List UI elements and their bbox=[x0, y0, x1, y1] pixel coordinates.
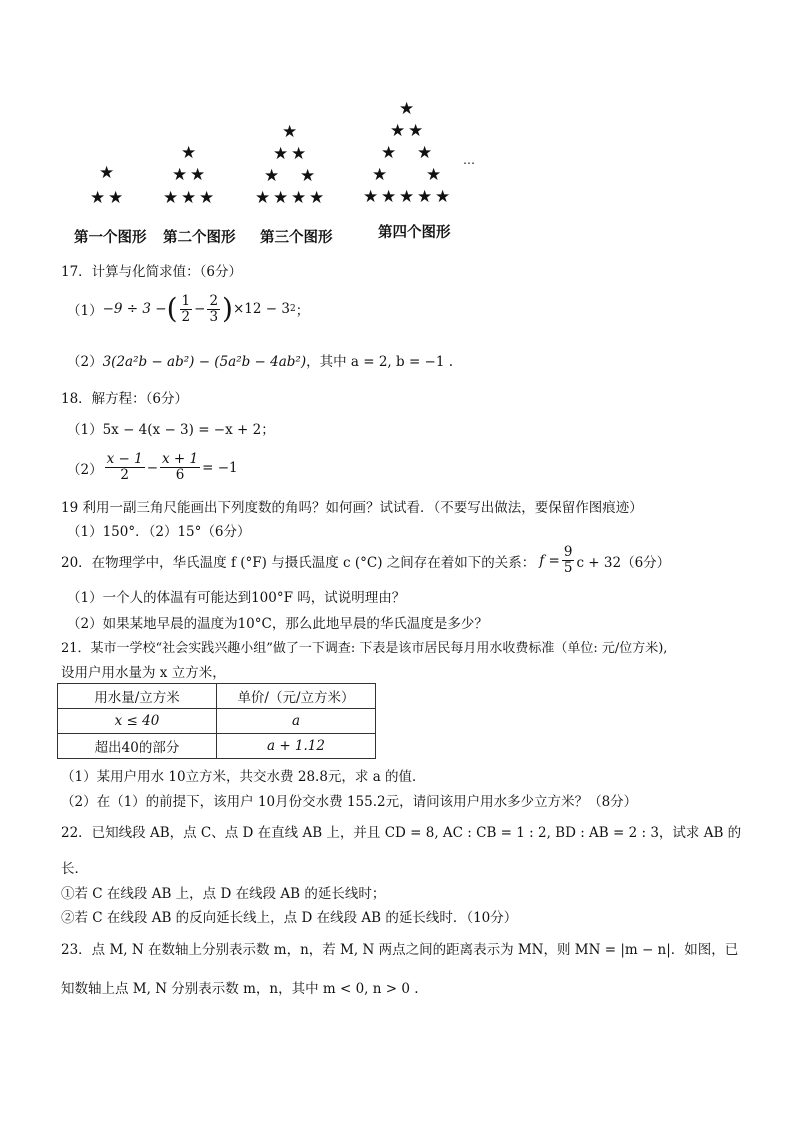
figure-label-4: 第四个图形 bbox=[378, 225, 451, 241]
table-cell: 超出40的部分 bbox=[58, 734, 217, 759]
q20-title bbox=[61, 545, 670, 576]
q20-part2: （2）如果某地早晨的温度为10°C，那么此地早晨的华氏温度是多少？ bbox=[67, 616, 488, 632]
q23-line2: 知数轴上点 M, N 分别表示数 m，n，其中 m < 0, n > 0 . bbox=[61, 981, 419, 997]
q19-title: 19 利用一副三角尺能画出下列度数的角吗？如何画？试试看．（不要写出做法，要保留作图痕迹） bbox=[61, 500, 643, 516]
star-icon: ★ bbox=[435, 187, 451, 207]
q22-part2: ②若 C 在线段 AB 的反向延长线上，点 D 在线段 AB 的延长线时．（10分） bbox=[61, 910, 518, 926]
q23-line1: 23．点 M, N 在数轴上分别表示数 m，n，若 M, N 两点之间的距离表示为 MN，则 MN = |m − n|．如图，已 bbox=[61, 942, 739, 958]
q17-part2-expr: 3(2a²b − ab²) − (5a²b − 4ab²) bbox=[102, 354, 307, 370]
figure-label-3: 第三个图形 bbox=[260, 230, 333, 246]
q20-title-text: 20．在物理学中，华氏温度 f (°F) 与摄氏温度 c (°C) 之间存在着如下的关系： bbox=[61, 554, 536, 571]
q17-part1-tail: ×12 − 3 bbox=[232, 301, 290, 317]
star-icon: ★ bbox=[390, 121, 406, 141]
fraction: $\frac{9}{5}$ bbox=[563, 544, 573, 576]
table-header: 单价/（元/立方米） bbox=[217, 684, 376, 709]
q17-part2-tail: ，其中 a = 2, b = −1 . bbox=[306, 354, 454, 370]
table-row bbox=[58, 734, 376, 759]
fraction: $\frac{x - 1}{2}$ bbox=[106, 451, 143, 483]
star-icon: ★ bbox=[399, 187, 415, 207]
q21-line1: 21．某市一学校“社会实践兴趣小组”做了一下调查: 下表是该市居民每月用水收费标准（单位: 元/位方米), bbox=[61, 641, 668, 656]
q17-title: 17．计算与化简求值：（6分） bbox=[61, 264, 243, 280]
q21-part2: （2）在（1）的前提下，该用户 10月份交水费 155.2元，请问该用户用水多少立方米？（8分） bbox=[61, 794, 638, 810]
star-icon: ★ bbox=[363, 187, 379, 207]
star-icon: ★ bbox=[273, 188, 289, 208]
star-icon: ★ bbox=[90, 188, 106, 208]
star-icon: ★ bbox=[399, 99, 415, 119]
star-icon: ★ bbox=[309, 188, 325, 208]
ellipsis: … bbox=[463, 153, 475, 167]
paren-close: ) bbox=[222, 292, 233, 325]
star-icon: ★ bbox=[291, 144, 307, 164]
star-icon: ★ bbox=[199, 188, 215, 208]
q21-line2: 设用户用水量为 x 立方米， bbox=[61, 665, 226, 681]
fraction: $\frac{2}{3}$ bbox=[209, 292, 219, 325]
star-icon: ★ bbox=[181, 188, 197, 208]
q17-part1-label: （1） bbox=[67, 303, 103, 319]
q17-part2 bbox=[67, 350, 453, 370]
figure-label-2: 第二个图形 bbox=[163, 230, 236, 246]
star-icon: ★ bbox=[181, 143, 197, 163]
fraction: $\frac{x + 1}{6}$ bbox=[162, 451, 199, 483]
exponent: 2 bbox=[289, 304, 296, 314]
star-icon: ★ bbox=[108, 188, 124, 208]
q18-part2-label: （2） bbox=[67, 461, 103, 478]
table-row bbox=[58, 709, 376, 734]
q22-line1: 22．已知线段 AB，点 C、点 D 在直线 AB 上，并且 CD = 8, AC : CB = 1 : 2, BD : AB = 2 : 3，试求 AB 的 bbox=[61, 825, 742, 841]
table-header-row bbox=[58, 684, 376, 709]
star-icon: ★ bbox=[381, 187, 397, 207]
paren-open: ( bbox=[166, 292, 178, 325]
star-icon: ★ bbox=[255, 188, 271, 208]
star-icon: ★ bbox=[300, 166, 316, 186]
table-cell: a + 1.12 bbox=[217, 734, 376, 759]
q19-parts: （1）150°．（2）15°（6分） bbox=[67, 524, 251, 540]
star-icon: ★ bbox=[381, 143, 397, 163]
star-icon: ★ bbox=[408, 121, 424, 141]
q17-part1-lead: −9 ÷ 3 − bbox=[102, 301, 167, 317]
semicolon: ； bbox=[295, 303, 310, 319]
q18-part2: （2） $\frac{x - 1}{2}$ − $\frac{x + 1}{6}$ = −1 bbox=[67, 451, 238, 483]
star-icon: ★ bbox=[99, 163, 115, 183]
star-icon: ★ bbox=[172, 165, 188, 185]
q17-part2-label: （2） bbox=[67, 354, 103, 370]
q22-part1: ①若 C 在线段 AB 上，点 D 在线段 AB 的延长线时； bbox=[61, 886, 386, 902]
q18-title: 18．解方程：（6分） bbox=[61, 391, 189, 407]
star-icon: ★ bbox=[291, 188, 307, 208]
star-icon: ★ bbox=[417, 187, 433, 207]
star-icon: ★ bbox=[163, 188, 179, 208]
star-icon: ★ bbox=[372, 165, 388, 185]
star-icon: ★ bbox=[264, 166, 280, 186]
q21-part1: （1）某用户用水 10立方米，共交水费 28.8元，求 a 的值． bbox=[61, 769, 426, 785]
figure-label-1: 第一个图形 bbox=[74, 230, 147, 246]
star-icon: ★ bbox=[282, 122, 298, 142]
table-header: 用水量/立方米 bbox=[58, 684, 217, 709]
star-icon: ★ bbox=[190, 165, 206, 185]
q22-line2: 长． bbox=[61, 861, 88, 877]
water-price-table bbox=[57, 683, 376, 759]
q17-part1: （1） −9 ÷ 3 − ( $\frac{1}{2}$ − $\frac{2}{3}$ ) ×12 − 3 2 ； bbox=[67, 292, 310, 325]
formula-lhs: f = bbox=[539, 552, 560, 569]
q20-part1: （1）一个人的体温有可能达到100°F 吗，试说明理由？ bbox=[67, 590, 406, 606]
star-icon: ★ bbox=[426, 165, 442, 185]
star-icon: ★ bbox=[273, 144, 289, 164]
fraction: $\frac{1}{2}$ bbox=[181, 292, 191, 325]
q18-part2-tail: = −1 bbox=[202, 459, 238, 476]
table-cell: a bbox=[217, 709, 376, 734]
q18-part1: （1）5x − 4(x − 3) = −x + 2； bbox=[67, 422, 275, 438]
table-cell: x ≤ 40 bbox=[58, 709, 217, 734]
formula-rhs: c + 32（6分） bbox=[576, 554, 671, 571]
star-icon: ★ bbox=[417, 143, 433, 163]
